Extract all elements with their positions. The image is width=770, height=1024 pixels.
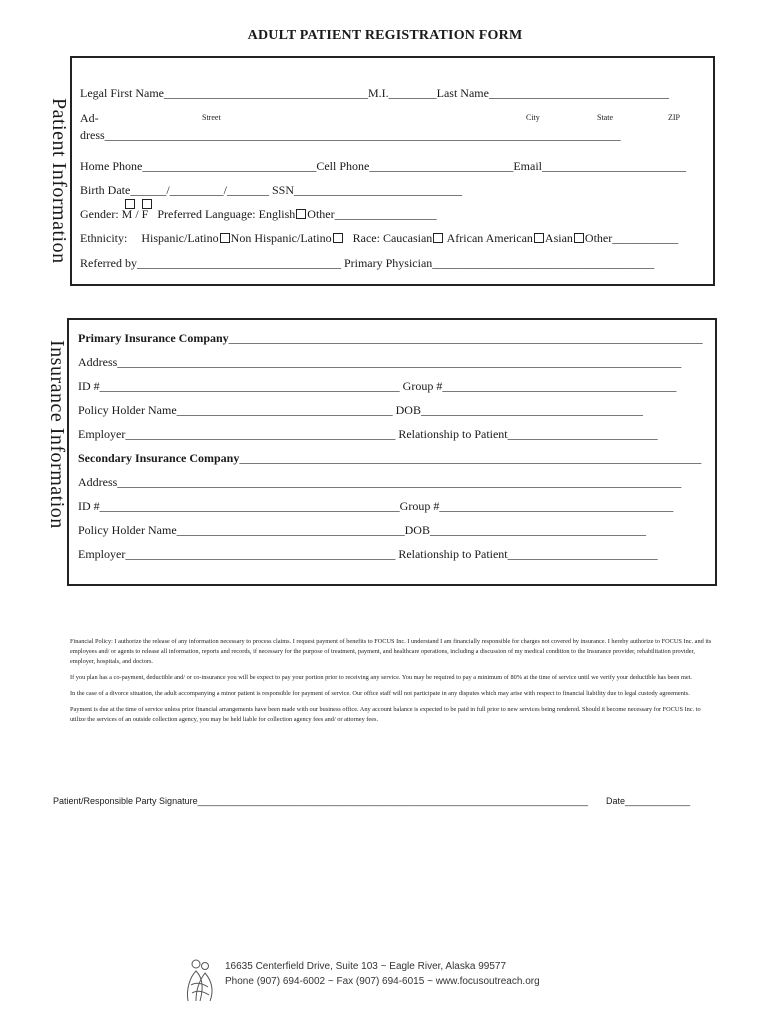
zip-hint: ZIP	[668, 113, 680, 122]
secondary-insurance-row[interactable]	[78, 451, 701, 466]
form-title: ADULT PATIENT REGISTRATION FORM	[247, 28, 523, 43]
street-hint: Street	[202, 113, 221, 122]
ethnicity-race-row	[80, 231, 678, 246]
name-row[interactable]: Legal First Name__________________________________M.I.________Last Name______________________________	[80, 86, 669, 100]
footer-address: 16635 Centerfield Drive, Suite 103 ~ Eagle River, Alaska 99577	[225, 961, 507, 972]
primary-holder-dob-row[interactable]: Policy Holder Name____________________________________ DOB_____________________________________	[78, 403, 643, 417]
asian-checkbox[interactable]	[574, 233, 584, 243]
secondary-address-field[interactable]: Address______________________________________________________________________________________________	[78, 475, 682, 489]
copayment-paragraph: If you plan has a co-payment, deductible and/ or co-insurance you will be expect to pay your portion prior to receiving any service. You may be required to pay a minimum of 80% at the time of service until we verify your deductible has been met.	[70, 674, 692, 681]
referred-physician-row[interactable]: Referred by__________________________________ Primary Physician_____________________________________	[80, 256, 655, 270]
african-american-label: African American	[446, 231, 533, 245]
patient-section-label: Patient Information	[48, 98, 70, 264]
address-prefix: Ad-	[80, 111, 99, 125]
other-language-field[interactable]: Other_________________	[307, 207, 437, 221]
secondary-employer-row[interactable]: Employer_____________________________________________ Relationship to Patient_________________________	[78, 547, 658, 561]
city-hint: City	[526, 113, 540, 122]
secondary-id-group-row[interactable]: ID #__________________________________________________Group #_______________________________________	[78, 499, 674, 513]
gender-label: Gender: M / F	[80, 207, 149, 221]
secondary-insurance-label: Secondary Insurance Company	[78, 451, 240, 465]
state-hint: State	[597, 113, 613, 122]
birth-ssn-row[interactable]: Birth Date______/_________/_______ SSN____________________________	[80, 183, 463, 197]
signature-field[interactable]: Patient/Responsible Party Signature______________________________________________________________________________	[53, 796, 589, 806]
language-label: Preferred Language: English	[157, 207, 296, 221]
payment-due-paragraph: Payment is due at the time of service unless prior financial arrangements have been made with our business office. Any account balance is expected to be paid in full prior to new services being rendered. Should it become necessary for FOCUS Inc. to utilize the services of an outside collection agency, you may be held liable for collection agency fees and/ or attorney fees.	[70, 706, 701, 723]
other-race-field[interactable]: Other___________	[584, 231, 679, 245]
primary-address-field[interactable]: Address______________________________________________________________________________________________	[78, 355, 682, 369]
primary-insurance-field[interactable]: _______________________________________________________________________________	[228, 331, 703, 345]
asian-label: Asian	[544, 231, 573, 245]
date-field[interactable]: Date_____________	[606, 796, 691, 806]
english-checkbox[interactable]	[296, 209, 306, 219]
primary-insurance-row[interactable]	[78, 331, 703, 346]
hispanic-label: Hispanic/Latino	[141, 231, 219, 245]
race-label: Race: Caucasian	[352, 231, 433, 245]
divorce-paragraph: In the case of a divorce situation, the adult accompanying a minor patient is responsible for payment of service. Our office staff will not participate in any disputes which may arise with respect to financial liability due to legal custody agreements.	[70, 690, 690, 697]
african-american-checkbox[interactable]	[534, 233, 544, 243]
focus-logo-icon	[182, 955, 218, 1005]
secondary-holder-dob-row[interactable]: Policy Holder Name______________________________________DOB____________________________________	[78, 523, 646, 537]
primary-id-group-row[interactable]: ID #__________________________________________________ Group #_______________________________________	[78, 379, 677, 393]
insurance-section-label: Insurance Information	[46, 340, 68, 529]
phone-row[interactable]: Home Phone_____________________________Cell Phone________________________Email________________________	[80, 159, 686, 173]
non-hispanic-label: Non Hispanic/Latino	[230, 231, 332, 245]
non-hispanic-checkbox[interactable]	[333, 233, 343, 243]
caucasian-checkbox[interactable]	[433, 233, 443, 243]
ethnicity-label: Ethnicity:	[80, 231, 128, 245]
hispanic-checkbox[interactable]	[220, 233, 230, 243]
address-field[interactable]: dress______________________________________________________________________________________	[80, 128, 621, 142]
primary-employer-row[interactable]: Employer_____________________________________________ Relationship to Patient_________________________	[78, 427, 658, 441]
footer-contact: Phone (907) 694-6002 ~ Fax (907) 694-6015 ~ www.focusoutreach.org	[225, 976, 540, 987]
gender-language-row	[80, 207, 437, 222]
financial-policy-text	[70, 637, 715, 731]
primary-insurance-label: Primary Insurance Company	[78, 331, 229, 345]
financial-policy-paragraph: Financial Policy: I authorize the release of any information necessary to process claims. I request payment of benefits to FOCUS Inc. I understand I am financially responsible for charges not covered by insurance. I hereby authorize to FOCUS Inc. and its employees and/ or agents to release all information, reports and records, if necessary for the purpose of treatment, payment, and healthcare operations, including a discussion of my medical condition to the Insurance provider, rehabilitation provider, employer, hospitals, and doctors.	[70, 638, 712, 665]
secondary-insurance-field[interactable]: _____________________________________________________________________________	[239, 451, 702, 465]
